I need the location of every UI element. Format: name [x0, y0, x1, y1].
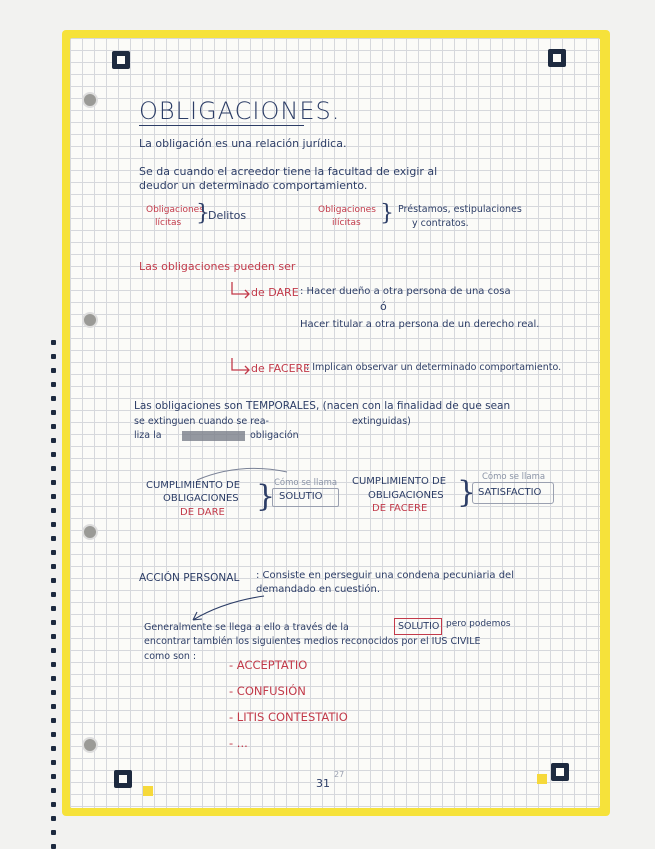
- facere-text: : Implican observar un determinado comportamiento.: [306, 362, 562, 373]
- licitas-line-1: Obligaciones: [146, 205, 204, 215]
- spiral-mark: [51, 774, 56, 779]
- corner-mark-icon: [112, 51, 130, 69]
- page-title: OBLIGACIONES.: [139, 97, 341, 125]
- spiral-mark: [51, 522, 56, 527]
- facere-note: Cómo se llama: [482, 472, 546, 482]
- generalmente-line-3: como son :: [144, 651, 197, 662]
- punch-hole: [82, 737, 98, 753]
- title-underline: [139, 125, 304, 126]
- spiral-mark: [51, 354, 56, 359]
- accion-line-1: : Consiste en perseguir una condena pecuniaria del: [256, 570, 514, 581]
- spiral-mark: [51, 634, 56, 639]
- spiral-mark: [51, 396, 56, 401]
- spiral-mark: [51, 410, 56, 415]
- brace: }: [196, 201, 210, 226]
- definition: La obligación es una relación jurídica.: [139, 137, 347, 150]
- spiral-mark: [51, 816, 56, 821]
- arrow-icon: [231, 282, 251, 298]
- cumplimiento-facere-line-2: OBLIGACIONES: [368, 490, 444, 501]
- spiral-mark: [51, 676, 56, 681]
- spiral-mark: [51, 578, 56, 583]
- spiral-mark: [51, 340, 56, 345]
- spiral-mark: [51, 648, 56, 653]
- cumplimiento-facere-line-1: CUMPLIMIENTO DE: [352, 476, 447, 487]
- page-number-alt: 27: [334, 770, 345, 779]
- temporales-line-3b: obligación: [250, 430, 299, 441]
- description-line-2: deudor un determinado comportamiento.: [139, 179, 368, 192]
- medio-item: - LITIS CONTESTATIO: [229, 710, 348, 724]
- generalmente-line-2: encontrar también los siguientes medios reconocidos por el IUS CIVILE: [144, 636, 481, 647]
- spiral-mark: [51, 844, 56, 849]
- delitos: Delitos: [208, 209, 247, 222]
- spiral-mark: [51, 494, 56, 499]
- spiral-mark: [51, 606, 56, 611]
- spiral-mark: [51, 466, 56, 471]
- spiral-mark: [51, 690, 56, 695]
- punch-hole: [82, 524, 98, 540]
- spiral-mark: [51, 704, 56, 709]
- brace: }: [380, 201, 394, 226]
- spiral-mark: [51, 788, 56, 793]
- spiral-mark: [51, 732, 56, 737]
- spiral-mark: [51, 452, 56, 457]
- satisfactio-result: SATISFACTIO: [478, 487, 542, 498]
- facere-label: de FACERE: [251, 362, 311, 375]
- spiral-mark: [51, 830, 56, 835]
- licitas-line-2: lícitas: [155, 218, 182, 228]
- spiral-mark: [51, 760, 56, 765]
- temporales-line-2a: se extinguen cuando se rea-: [134, 416, 269, 427]
- generalmente-line-1a: Generalmente se llega a ello a través de la: [144, 622, 349, 633]
- corner-square: [143, 786, 153, 796]
- spiral-mark: [51, 536, 56, 541]
- ilicitas-line-1: Obligaciones: [318, 205, 376, 215]
- brace: }: [256, 479, 276, 514]
- corner-square: [537, 774, 547, 784]
- brace: }: [457, 475, 477, 510]
- spiral-mark: [51, 508, 56, 513]
- spiral-mark: [51, 438, 56, 443]
- cumplimiento-dare-line-1: CUMPLIMIENTO DE: [146, 480, 241, 491]
- punch-hole: [82, 92, 98, 108]
- temporales-line-3a: liza la: [134, 430, 162, 441]
- spiral-mark: [51, 620, 56, 625]
- arrow-icon: [231, 358, 251, 374]
- description-line-1: Se da cuando el acreedor tiene la facultad de exigir al: [139, 165, 438, 178]
- medio-item: - CONFUSIÓN: [229, 684, 306, 698]
- accion-line-2: demandado en cuestión.: [256, 584, 381, 595]
- spiral-mark: [51, 802, 56, 807]
- accion-label: ACCIÓN PERSONAL: [139, 572, 240, 584]
- spiral-mark: [51, 368, 56, 373]
- solutio-result: SOLUTIO: [279, 491, 323, 502]
- cumplimiento-dare-red: DE DARE: [180, 507, 225, 518]
- prestamos-line-2: y contratos.: [412, 218, 469, 229]
- cumplimiento-facere-red: DE FACERE: [372, 503, 428, 514]
- prestamos-line-1: Préstamos, estipulaciones: [398, 204, 522, 215]
- dare-text-2: Hacer titular a otra persona de un derecho real.: [300, 319, 540, 330]
- generalmente-line-1b: pero podemos: [446, 619, 511, 629]
- dare-text-1: : Hacer dueño a otra persona de una cosa: [300, 286, 511, 297]
- corner-mark-icon: [548, 49, 566, 67]
- temporales-line-2b: extinguidas): [352, 416, 411, 427]
- page-number: 31: [316, 777, 330, 790]
- pueden-ser: Las obligaciones pueden ser: [139, 260, 296, 273]
- spiral-mark: [51, 592, 56, 597]
- spiral-mark: [51, 662, 56, 667]
- spiral-mark: [51, 382, 56, 387]
- ilicitas-line-2: ilícitas: [332, 218, 361, 228]
- medio-item: - ...: [229, 736, 248, 750]
- dare-or: ó: [380, 300, 387, 313]
- corner-mark-icon: [114, 770, 132, 788]
- spiral-mark: [51, 550, 56, 555]
- spiral-mark: [51, 424, 56, 429]
- dare-note: Cómo se llama: [274, 478, 338, 488]
- curved-arrow-icon: [188, 594, 268, 624]
- corner-mark-icon: [551, 763, 569, 781]
- spiral-mark: [51, 746, 56, 751]
- dare-label: de DARE: [251, 286, 299, 299]
- scribble-out: [182, 431, 245, 441]
- cumplimiento-dare-line-2: OBLIGACIONES: [163, 493, 239, 504]
- generalmente-boxed: SOLUTIO: [398, 621, 440, 632]
- temporales-line-1: Las obligaciones son TEMPORALES, (nacen con la finalidad de que sean: [134, 400, 511, 412]
- punch-hole: [82, 312, 98, 328]
- medio-item: - ACCEPTATIO: [229, 658, 308, 672]
- spiral-mark: [51, 480, 56, 485]
- spiral-mark: [51, 718, 56, 723]
- spiral-mark: [51, 564, 56, 569]
